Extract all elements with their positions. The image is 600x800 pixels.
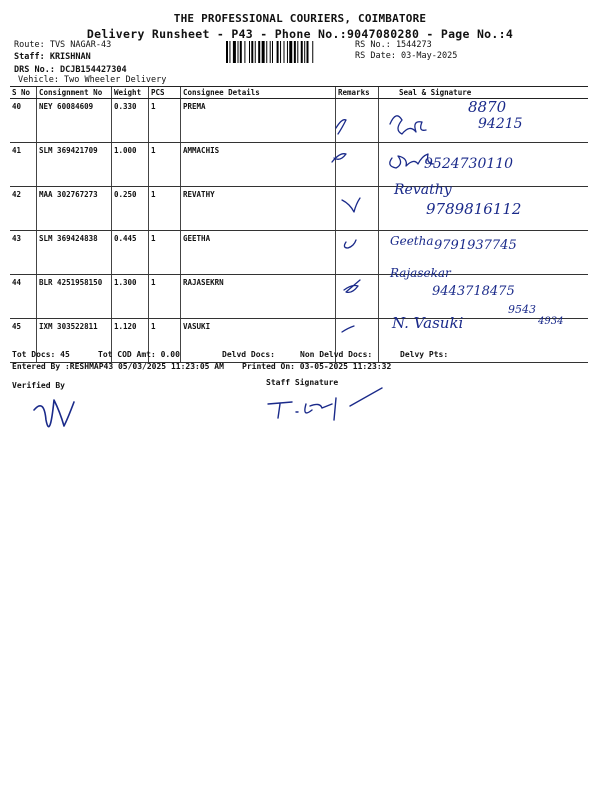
cell-consignee: RAJASEKRN (181, 275, 336, 319)
cell-sno: 45 (10, 319, 37, 363)
col-header-consignment: Consignment No (37, 87, 112, 99)
col-header-seal: Seal & Signature (379, 87, 589, 99)
cell-sno: 40 (10, 99, 37, 143)
verified-signature (34, 400, 74, 427)
cell-sno: 44 (10, 275, 37, 319)
table-row (10, 319, 588, 363)
cell-consignment: SLM 369424838 (37, 231, 112, 275)
vehicle-label: Vehicle: Two Wheeler Delivery (18, 75, 167, 85)
cell-remarks (336, 99, 379, 143)
col-header-pcs: PCS (149, 87, 181, 99)
cell-pcs: 1 (149, 275, 181, 319)
cell-weight: 1.120 (112, 319, 149, 363)
cell-weight: 1.000 (112, 143, 149, 187)
non-delivered-docs: Non Delvd Docs: (300, 350, 373, 359)
cell-consignee: REVATHY (181, 187, 336, 231)
cell-pcs: 1 (149, 187, 181, 231)
cell-consignee: VASUKI (181, 319, 336, 363)
cell-weight: 1.300 (112, 275, 149, 319)
runsheet-title: Delivery Runsheet - P43 - Phone No.:9047080280 - Page No.:4 (86, 27, 514, 41)
hw-row44-a: Rajasekar (390, 266, 451, 280)
cell-pcs: 1 (149, 143, 181, 187)
company-title: THE PROFESSIONAL COURIERS, COIMBATORE (173, 12, 427, 25)
col-header-weight: Weight (112, 87, 149, 99)
delivered-docs: Delvd Docs: (222, 350, 275, 359)
hw-row44-b: 9443718475 (432, 284, 515, 299)
total-cod-amount: Tot COD Amt: 0.00 (98, 350, 180, 359)
hw-row45-b: 9543 (508, 303, 536, 316)
cell-remarks (336, 231, 379, 275)
cell-weight: 0.250 (112, 187, 149, 231)
hw-row42-a: Revathy (394, 182, 452, 198)
drs-label: DRS No.: DCJB154427304 (14, 65, 127, 75)
hw-row45-c: 4934 (538, 316, 564, 327)
cell-sno: 42 (10, 187, 37, 231)
col-header-sno: S No (10, 87, 37, 99)
printed-on: Printed On: 03-05-2025 11:23:32 (242, 362, 392, 371)
staff-signature-mark (268, 388, 382, 420)
cell-pcs: 1 (149, 99, 181, 143)
staff-signature-label: Staff Signature (266, 378, 339, 387)
verified-by-label: Verified By (12, 381, 65, 390)
entered-by: Entered By :RESHMAP43 05/03/2025 11:23:05 AM (12, 362, 224, 371)
route-label: Route: TVS NAGAR-43 (14, 40, 112, 50)
hw-row41: 9524730110 (424, 156, 514, 172)
rs-number: RS No.: 1544273 (355, 40, 432, 50)
cell-consignment: NEY 60084609 (37, 99, 112, 143)
cell-consignee: PREMA (181, 99, 336, 143)
col-header-remarks: Remarks (336, 87, 379, 99)
cell-sno: 41 (10, 143, 37, 187)
col-header-consignee: Consignee Details (181, 87, 336, 99)
rs-date: RS Date: 03-May-2025 (355, 51, 458, 61)
cell-consignment: SLM 369421709 (37, 143, 112, 187)
hw-row45-a: N. Vasuki (392, 314, 464, 332)
cell-weight: 0.445 (112, 231, 149, 275)
hw-row40-b: 94215 (478, 116, 523, 132)
cell-consignment: IXM 303522811 (37, 319, 112, 363)
cell-weight: 0.330 (112, 99, 149, 143)
cell-remarks (336, 187, 379, 231)
hw-row43-b: 9791937745 (434, 238, 517, 253)
delivery-points: Delvy Pts: (400, 350, 449, 359)
cell-consignment: MAA 302767273 (37, 187, 112, 231)
cell-consignee: AMMACHIS (181, 143, 336, 187)
hw-row43-a: Geetha (390, 234, 434, 248)
cell-pcs: 1 (149, 231, 181, 275)
cell-remarks (336, 143, 379, 187)
cell-sno: 43 (10, 231, 37, 275)
staff-label: Staff: KRISHNAN (14, 52, 91, 62)
table-header-row (10, 87, 588, 99)
cell-consignee: GEETHA (181, 231, 336, 275)
total-docs: Tot Docs: 45 (12, 350, 70, 359)
cell-remarks (336, 275, 379, 319)
hw-row40-a: 8870 (468, 98, 507, 116)
cell-consignment: BLR 4251958150 (37, 275, 112, 319)
cell-pcs: 1 (149, 319, 181, 363)
barcode (226, 41, 344, 63)
hw-row42-b: 9789816112 (426, 200, 522, 218)
